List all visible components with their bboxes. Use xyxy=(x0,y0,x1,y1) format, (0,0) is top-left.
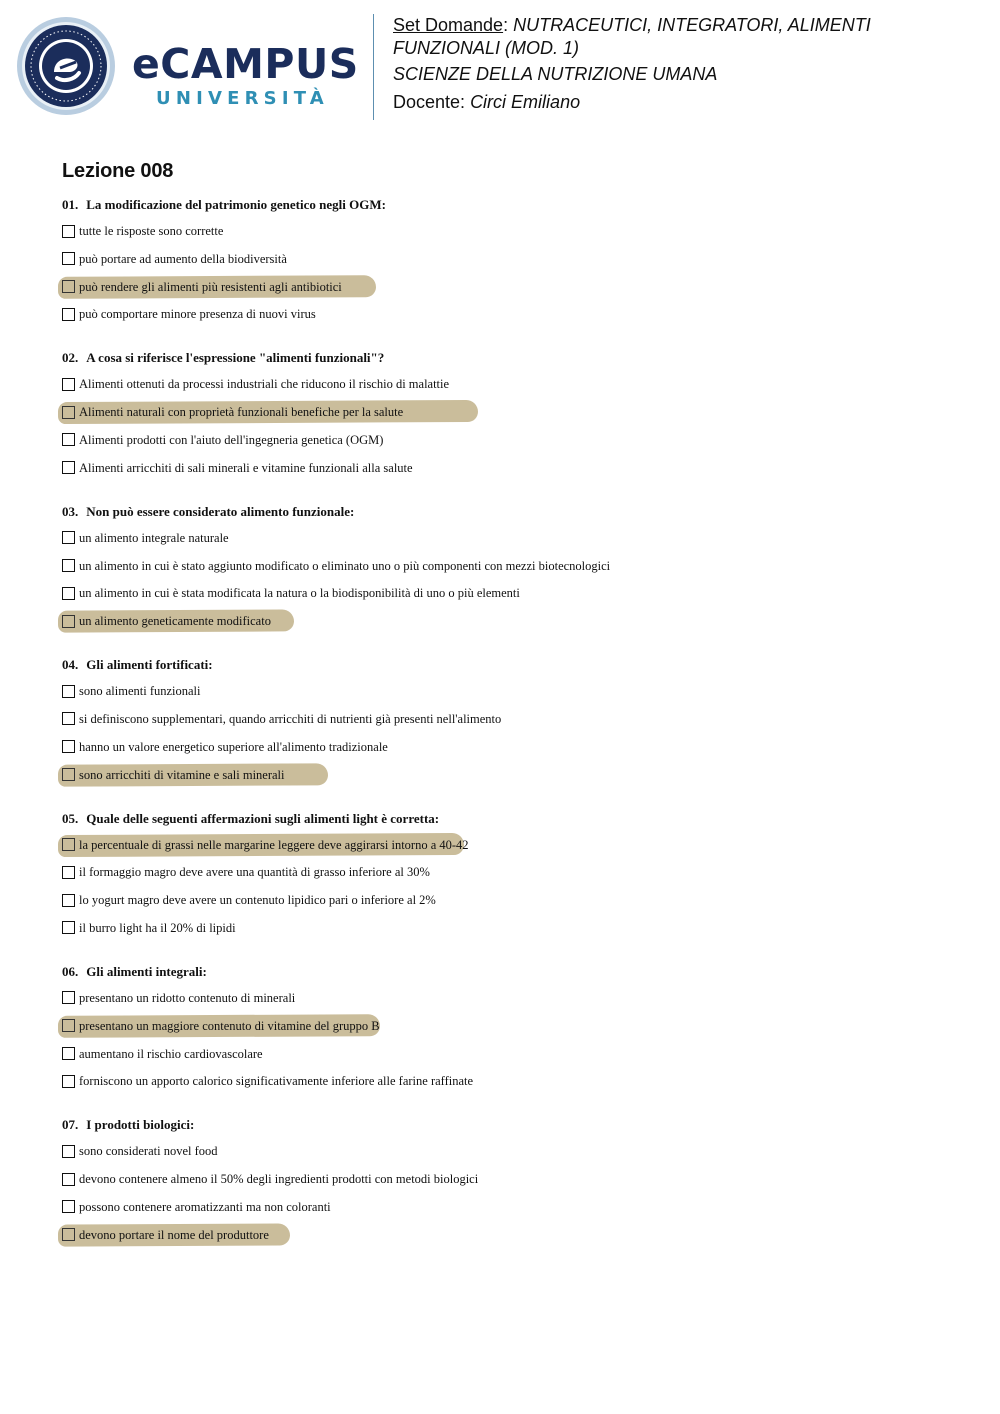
course-title: NUTRACEUTICI, INTEGRATORI, ALIMENTI xyxy=(513,15,871,35)
question-text xyxy=(62,502,962,522)
answer-label: può comportare minore presenza di nuovi virus xyxy=(79,307,316,322)
answer-checkbox[interactable] xyxy=(62,866,75,879)
course-info xyxy=(393,14,983,114)
answer-option[interactable] xyxy=(62,988,962,1008)
answer-label: tutte le risposte sono corrette xyxy=(79,224,224,238)
answer-checkbox[interactable] xyxy=(62,1200,75,1213)
answer-label: aumentano il rischio cardiovascolare xyxy=(79,1046,263,1061)
answer-checkbox[interactable] xyxy=(62,615,75,628)
answer-option[interactable] xyxy=(62,1169,962,1189)
answer-label: Alimenti arricchiti di sali minerali e vitamine funzionali alla salute xyxy=(79,460,413,475)
answer-checkbox[interactable] xyxy=(62,685,75,698)
question-prompt: Non può essere considerato alimento funzionale: xyxy=(86,503,355,519)
answer-checkbox[interactable] xyxy=(62,1228,75,1241)
answer-option[interactable] xyxy=(62,1071,962,1091)
answer-checkbox[interactable] xyxy=(62,280,75,293)
answer-label: si definiscono supplementari, quando arricchiti di nutrienti già presenti nell'alimento xyxy=(79,711,502,726)
question-2 xyxy=(62,348,962,477)
answer-checkbox[interactable] xyxy=(62,894,75,907)
answer-label: un alimento geneticamente modificato xyxy=(79,614,271,629)
answer-label: può rendere gli alimenti più resistenti agli antibiotici xyxy=(79,279,342,294)
answer-option[interactable] xyxy=(62,737,962,757)
answer-label: possono contenere aromatizzanti ma non coloranti xyxy=(79,1199,331,1214)
question-text xyxy=(62,195,962,215)
question-number: 01. xyxy=(62,197,79,212)
question-number: 05. xyxy=(62,810,79,826)
answer-label: devono portare il nome del produttore xyxy=(79,1227,269,1242)
course-title-line1: Set Domande: NUTRACEUTICI, INTEGRATORI, ALIMENTI xyxy=(393,15,871,35)
answer-checkbox[interactable] xyxy=(62,712,75,725)
docente-label: Docente: xyxy=(393,92,466,112)
answer-option-correct[interactable] xyxy=(62,611,962,631)
answer-option[interactable] xyxy=(62,1141,962,1161)
docente-name: Circi Emiliano xyxy=(470,92,581,112)
question-prompt: La modificazione del patrimonio genetico negli OGM: xyxy=(86,197,386,212)
answer-checkbox[interactable] xyxy=(62,531,75,544)
question-1 xyxy=(62,195,962,324)
question-prompt: Gli alimenti fortificati: xyxy=(86,657,213,673)
header-divider xyxy=(373,14,374,120)
answer-label: presentano un ridotto contenuto di minerali xyxy=(79,990,296,1005)
answer-checkbox[interactable] xyxy=(62,991,75,1004)
answer-label: sono considerati novel food xyxy=(79,1144,218,1159)
answer-option[interactable] xyxy=(62,1197,962,1217)
answer-option-correct[interactable] xyxy=(62,835,962,855)
question-5 xyxy=(62,809,962,938)
question-text xyxy=(62,655,962,675)
answer-option[interactable] xyxy=(62,681,962,701)
page-header xyxy=(0,0,1000,130)
answer-label: la percentuale di grassi nelle margarine leggere deve aggirarsi intorno a 40-42 xyxy=(79,837,469,852)
docente-line xyxy=(393,91,983,114)
question-6 xyxy=(62,962,962,1091)
question-3 xyxy=(62,502,962,631)
answer-checkbox[interactable] xyxy=(62,921,75,934)
answer-option[interactable] xyxy=(62,1044,962,1064)
answer-label: sono arricchiti di vitamine e sali minerali xyxy=(79,767,285,782)
answer-checkbox[interactable] xyxy=(62,461,75,474)
answer-option[interactable] xyxy=(62,890,962,910)
answer-checkbox[interactable] xyxy=(62,225,75,238)
question-number: 07. xyxy=(62,1117,79,1133)
question-number: 03. xyxy=(62,503,79,519)
answer-option[interactable] xyxy=(62,862,962,882)
answer-checkbox[interactable] xyxy=(62,1173,75,1186)
answer-label: lo yogurt magro deve avere un contenuto lipidico pari o inferiore al 2% xyxy=(79,893,436,908)
answer-label: Alimenti ottenuti da processi industriali che riducono il rischio di malattie xyxy=(79,377,450,392)
answer-label: sono alimenti funzionali xyxy=(79,684,201,699)
answer-checkbox[interactable] xyxy=(62,433,75,446)
answer-option[interactable] xyxy=(62,583,962,603)
answer-checkbox[interactable] xyxy=(62,308,75,321)
quiz-content xyxy=(62,160,962,1269)
question-prompt: I prodotti biologici: xyxy=(86,1117,195,1133)
question-list xyxy=(62,195,962,1245)
brand-subtitle: UNIVERSITÀ xyxy=(156,88,329,109)
course-title-line2: FUNZIONALI (MOD. 1) xyxy=(393,38,580,58)
answer-label: il formaggio magro deve avere una quantità di grasso inferiore al 30% xyxy=(79,865,430,880)
brand-wordmark xyxy=(132,40,362,109)
answer-checkbox[interactable] xyxy=(62,1075,75,1088)
question-7 xyxy=(62,1115,962,1244)
answer-option[interactable] xyxy=(62,374,962,394)
question-text xyxy=(62,809,962,829)
answer-option[interactable] xyxy=(62,556,962,576)
answer-checkbox[interactable] xyxy=(62,406,75,419)
answer-option[interactable] xyxy=(62,458,962,478)
question-text xyxy=(62,962,962,982)
answer-option-correct[interactable] xyxy=(62,277,962,297)
university-seal-logo xyxy=(16,16,116,116)
answer-option[interactable] xyxy=(62,249,962,269)
answer-option[interactable] xyxy=(62,528,962,548)
question-prompt: A cosa si riferisce l'espressione "alimenti funzionali"? xyxy=(86,350,385,366)
answer-option-correct[interactable] xyxy=(62,402,962,422)
question-number: 04. xyxy=(62,657,79,673)
answer-option[interactable] xyxy=(62,304,962,324)
answer-label: Alimenti prodotti con l'aiuto dell'ingegneria genetica (OGM) xyxy=(79,432,384,447)
answer-checkbox[interactable] xyxy=(62,1019,75,1032)
answer-checkbox[interactable] xyxy=(62,768,75,781)
question-text xyxy=(62,1115,962,1135)
question-prompt: Gli alimenti integrali: xyxy=(86,963,207,979)
question-text xyxy=(62,348,962,368)
answer-checkbox[interactable] xyxy=(62,1145,75,1158)
answer-option-correct[interactable] xyxy=(62,1016,962,1036)
answer-label: il burro light ha il 20% di lipidi xyxy=(79,920,236,935)
answer-option[interactable] xyxy=(62,430,962,450)
brand-name: eCAMPUS xyxy=(132,40,359,88)
question-prompt: Quale delle seguenti affermazioni sugli alimenti light è corretta: xyxy=(86,810,440,826)
answer-label: hanno un valore energetico superiore all'alimento tradizionale xyxy=(79,739,388,754)
answer-checkbox[interactable] xyxy=(62,378,75,391)
question-number: 06. xyxy=(62,963,79,979)
degree-name: SCIENZE DELLA NUTRIZIONE UMANA xyxy=(393,64,718,84)
answer-label: un alimento in cui è stata modificata la natura o la biodisponibilità di uno o più elementi xyxy=(79,586,520,601)
answer-option-correct[interactable] xyxy=(62,765,962,785)
answer-checkbox[interactable] xyxy=(62,838,75,851)
answer-checkbox[interactable] xyxy=(62,587,75,600)
answer-option-correct[interactable] xyxy=(62,1225,962,1245)
answer-label: può portare ad aumento della biodiversità xyxy=(79,251,287,266)
answer-label: forniscono un apporto calorico significativamente inferiore alle farine raffinate xyxy=(79,1074,474,1089)
answer-checkbox[interactable] xyxy=(62,1047,75,1060)
answer-label: Alimenti naturali con proprietà funzionali benefiche per la salute xyxy=(79,405,404,420)
lesson-title: Lezione 008 xyxy=(62,160,174,182)
answer-checkbox[interactable] xyxy=(62,252,75,265)
question-number: 02. xyxy=(62,350,79,366)
answer-label: presentano un maggiore contenuto di vitamine del gruppo B xyxy=(79,1018,380,1033)
question-4 xyxy=(62,655,962,784)
answer-label: devono contenere almeno il 50% degli ingredienti prodotti con metodi biologici xyxy=(79,1172,479,1187)
answer-label: un alimento in cui è stato aggiunto modificato o eliminato uno o più componenti con mezzi biotecnologici xyxy=(79,558,611,573)
answer-checkbox[interactable] xyxy=(62,740,75,753)
answer-option[interactable] xyxy=(62,221,962,241)
set-label: Set Domande xyxy=(393,15,504,35)
answer-label: un alimento integrale naturale xyxy=(79,530,229,545)
answer-option[interactable] xyxy=(62,918,962,938)
answer-checkbox[interactable] xyxy=(62,559,75,572)
answer-option[interactable] xyxy=(62,709,962,729)
